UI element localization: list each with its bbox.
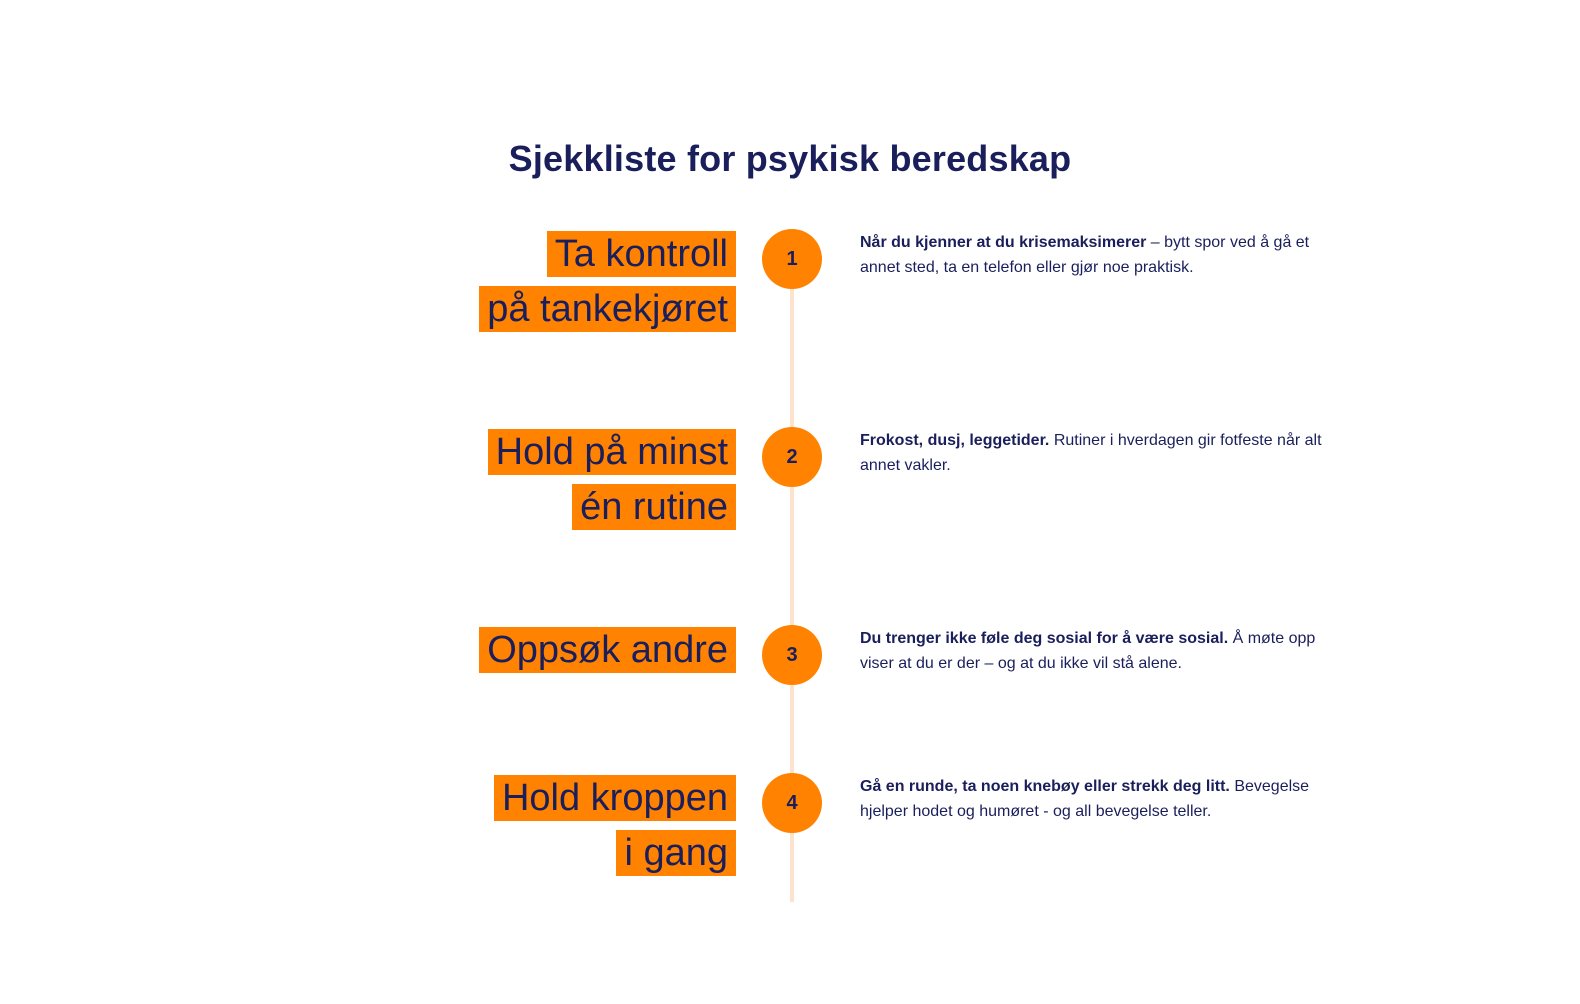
step-heading [494, 772, 736, 882]
step-heading-line: Hold kroppen [494, 775, 736, 821]
step-description-bold: Frokost, dusj, leggetider. [860, 432, 1050, 449]
step-number-badge: 2 [763, 428, 821, 486]
step-heading [488, 426, 736, 536]
step-heading-line: Hold på minst [488, 429, 736, 475]
step-heading-line: på tankekjøret [479, 286, 736, 332]
step-description [860, 626, 1340, 676]
step-heading-line: én rutine [572, 484, 736, 530]
step-number-badge: 4 [763, 774, 821, 832]
step-description-bold: Når du kjenner at du krisemaksimerer [860, 234, 1147, 251]
page-title: Sjekkliste for psykisk beredskap [508, 138, 1072, 179]
step-description-text: Rutiner i hverdagen gir fotfeste når alt annet vakler. [860, 432, 1322, 474]
step-description-text: Bevegelse hjelper hodet og humøret - og all bevegelse teller. [860, 778, 1310, 820]
step-heading-line: Ta kontroll [547, 231, 736, 277]
step-heading-line: i gang [616, 830, 736, 876]
step-heading-line: Oppsøk andre [479, 627, 736, 673]
step-description [860, 428, 1340, 478]
step-number-badge: 3 [763, 626, 821, 684]
step-number-badge: 1 [763, 230, 821, 288]
step-description [860, 774, 1340, 824]
step-description-bold: Gå en runde, ta noen knebøy eller strekk deg litt. [860, 778, 1230, 795]
step-description [860, 230, 1340, 280]
step-description-text: – bytt spor ved å gå et annet sted, ta en telefon eller gjør noe praktisk. [860, 234, 1310, 276]
step-description-bold: Du trenger ikke føle deg sosial for å være sosial. [860, 630, 1229, 647]
step-description-text: Å møte opp viser at du er der – og at du ikke vil stå alene. [860, 630, 1316, 672]
step-heading [479, 624, 736, 679]
step-heading [479, 228, 736, 338]
